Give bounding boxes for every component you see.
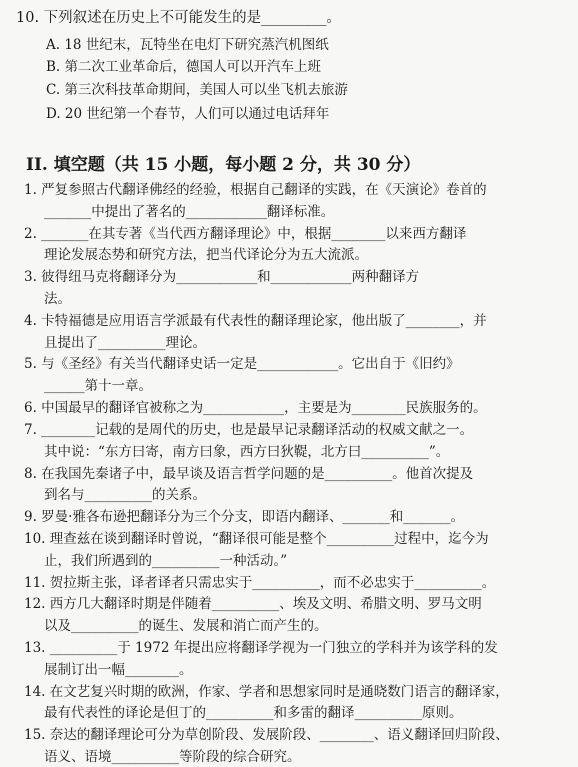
fill-q1-line2: _______中提出了著名的____________翻译标准。 xyxy=(44,203,335,220)
fill-q12-line2: 以及__________的诞生、发展和消亡而产生的。 xyxy=(44,618,328,635)
fill-q15-line1: 15. 奈达的翻译理论可分为草创阶段、发展阶段、________、语义翻译回归阶段、 xyxy=(24,727,509,744)
fill-q3-line2: 法。 xyxy=(44,291,71,308)
option-b: B. 第二次工业革命后，德国人可以开汽车上班 xyxy=(46,59,322,75)
fill-q3-line1: 3. 彼得纽马克将翻译分为____________和____________两种翻译方 xyxy=(24,269,420,286)
fill-q14-line2: 最有代表性的译论是但丁的__________和多雷的翻译__________原则。 xyxy=(44,705,463,722)
fill-q1-line1: 1. 严复参照古代翻译佛经的经验，根据自己翻译的实践，在《天演论》卷首的 xyxy=(24,182,487,198)
option-d: D. 20 世纪第一个春节，人们可以通过电话拜年 xyxy=(46,106,330,122)
fill-q4-line2: 且提出了__________理论。 xyxy=(44,334,206,351)
fill-q10-line1: 10. 理查兹在谈到翻译时曾说，“翻译很可能是整个__________过程中，迄今为 xyxy=(24,530,489,547)
section-title: II. 填空题（共 15 小题，每小题 2 分，共 30 分） xyxy=(26,155,421,175)
fill-q12-line1: 12. 西方几大翻译时期是伴随着__________、埃及文明、希腊文明、罗马文明 xyxy=(24,596,482,613)
fill-q15-line2: 语义、语境__________等阶段的综合研究。 xyxy=(44,749,301,765)
question-10-stem: 10. 下列叙述在历史上不可能发生的是_________。 xyxy=(16,10,341,26)
fill-q6-line1: 6. 中国最早的翻译官被称之为____________，主要是为________民族服务的。 xyxy=(24,400,487,417)
fill-q5-line2: ______第十一章。 xyxy=(44,378,152,395)
fill-q2-line2: 理论发展态势和研究方法，把当代译论分为五大流派。 xyxy=(44,247,368,264)
fill-q14-line1: 14. 在文艺复兴时期的欧洲，作家、学者和思想家同时是通晓数门语言的翻译家， xyxy=(24,683,509,700)
option-a: A. 18 世纪末，瓦特坐在电灯下研究蒸汽机图纸 xyxy=(46,37,329,53)
fill-q5-line1: 5. 与《圣经》有关当代翻译史话一定是____________。它出自于《旧约》 xyxy=(24,356,460,373)
fill-q10-line2: 止，我们所遇到的__________一种活动。” xyxy=(44,552,288,569)
fill-q2-line1: 2. _______在其专著《当代西方翻译理论》中，根据________以来西方翻译 xyxy=(24,225,467,242)
fill-q4-line1: 4. 卡特福德是应用语言学派最有代表性的翻译理论家，他出版了________，并 xyxy=(24,312,487,329)
fill-q7-line1: 7. ________记载的是周代的历史，也是最早记录翻译活动的权威文献之一。 xyxy=(24,421,474,438)
fill-q7-line2: 其中说：“东方曰寄，南方曰象，西方曰狄鞮，北方曰__________”。 xyxy=(44,443,450,460)
option-c: C. 第三次科技革命期间，美国人可以坐飞机去旅游 xyxy=(46,82,348,98)
fill-q9-line1: 9. 罗曼·雅各布逊把翻译分为三个分支，即语内翻译、_______和_______。 xyxy=(24,509,464,526)
fill-q8-line1: 8. 在我国先秦诸子中，最早谈及语言哲学问题的是__________。他首次提及 xyxy=(24,465,474,482)
fill-q8-line2: 到名与__________的关系。 xyxy=(44,487,206,504)
fill-q13-line1: 13. __________于 1972 年提出应将翻译学视为一门独立的学科并为该学科的发 xyxy=(24,639,498,656)
fill-q13-line2: 展制订出一幅________。 xyxy=(44,661,193,678)
fill-q11-line1: 11. 贺拉斯主张，译者译者只需忠实于__________，而不必忠实于__________。 xyxy=(24,574,496,591)
